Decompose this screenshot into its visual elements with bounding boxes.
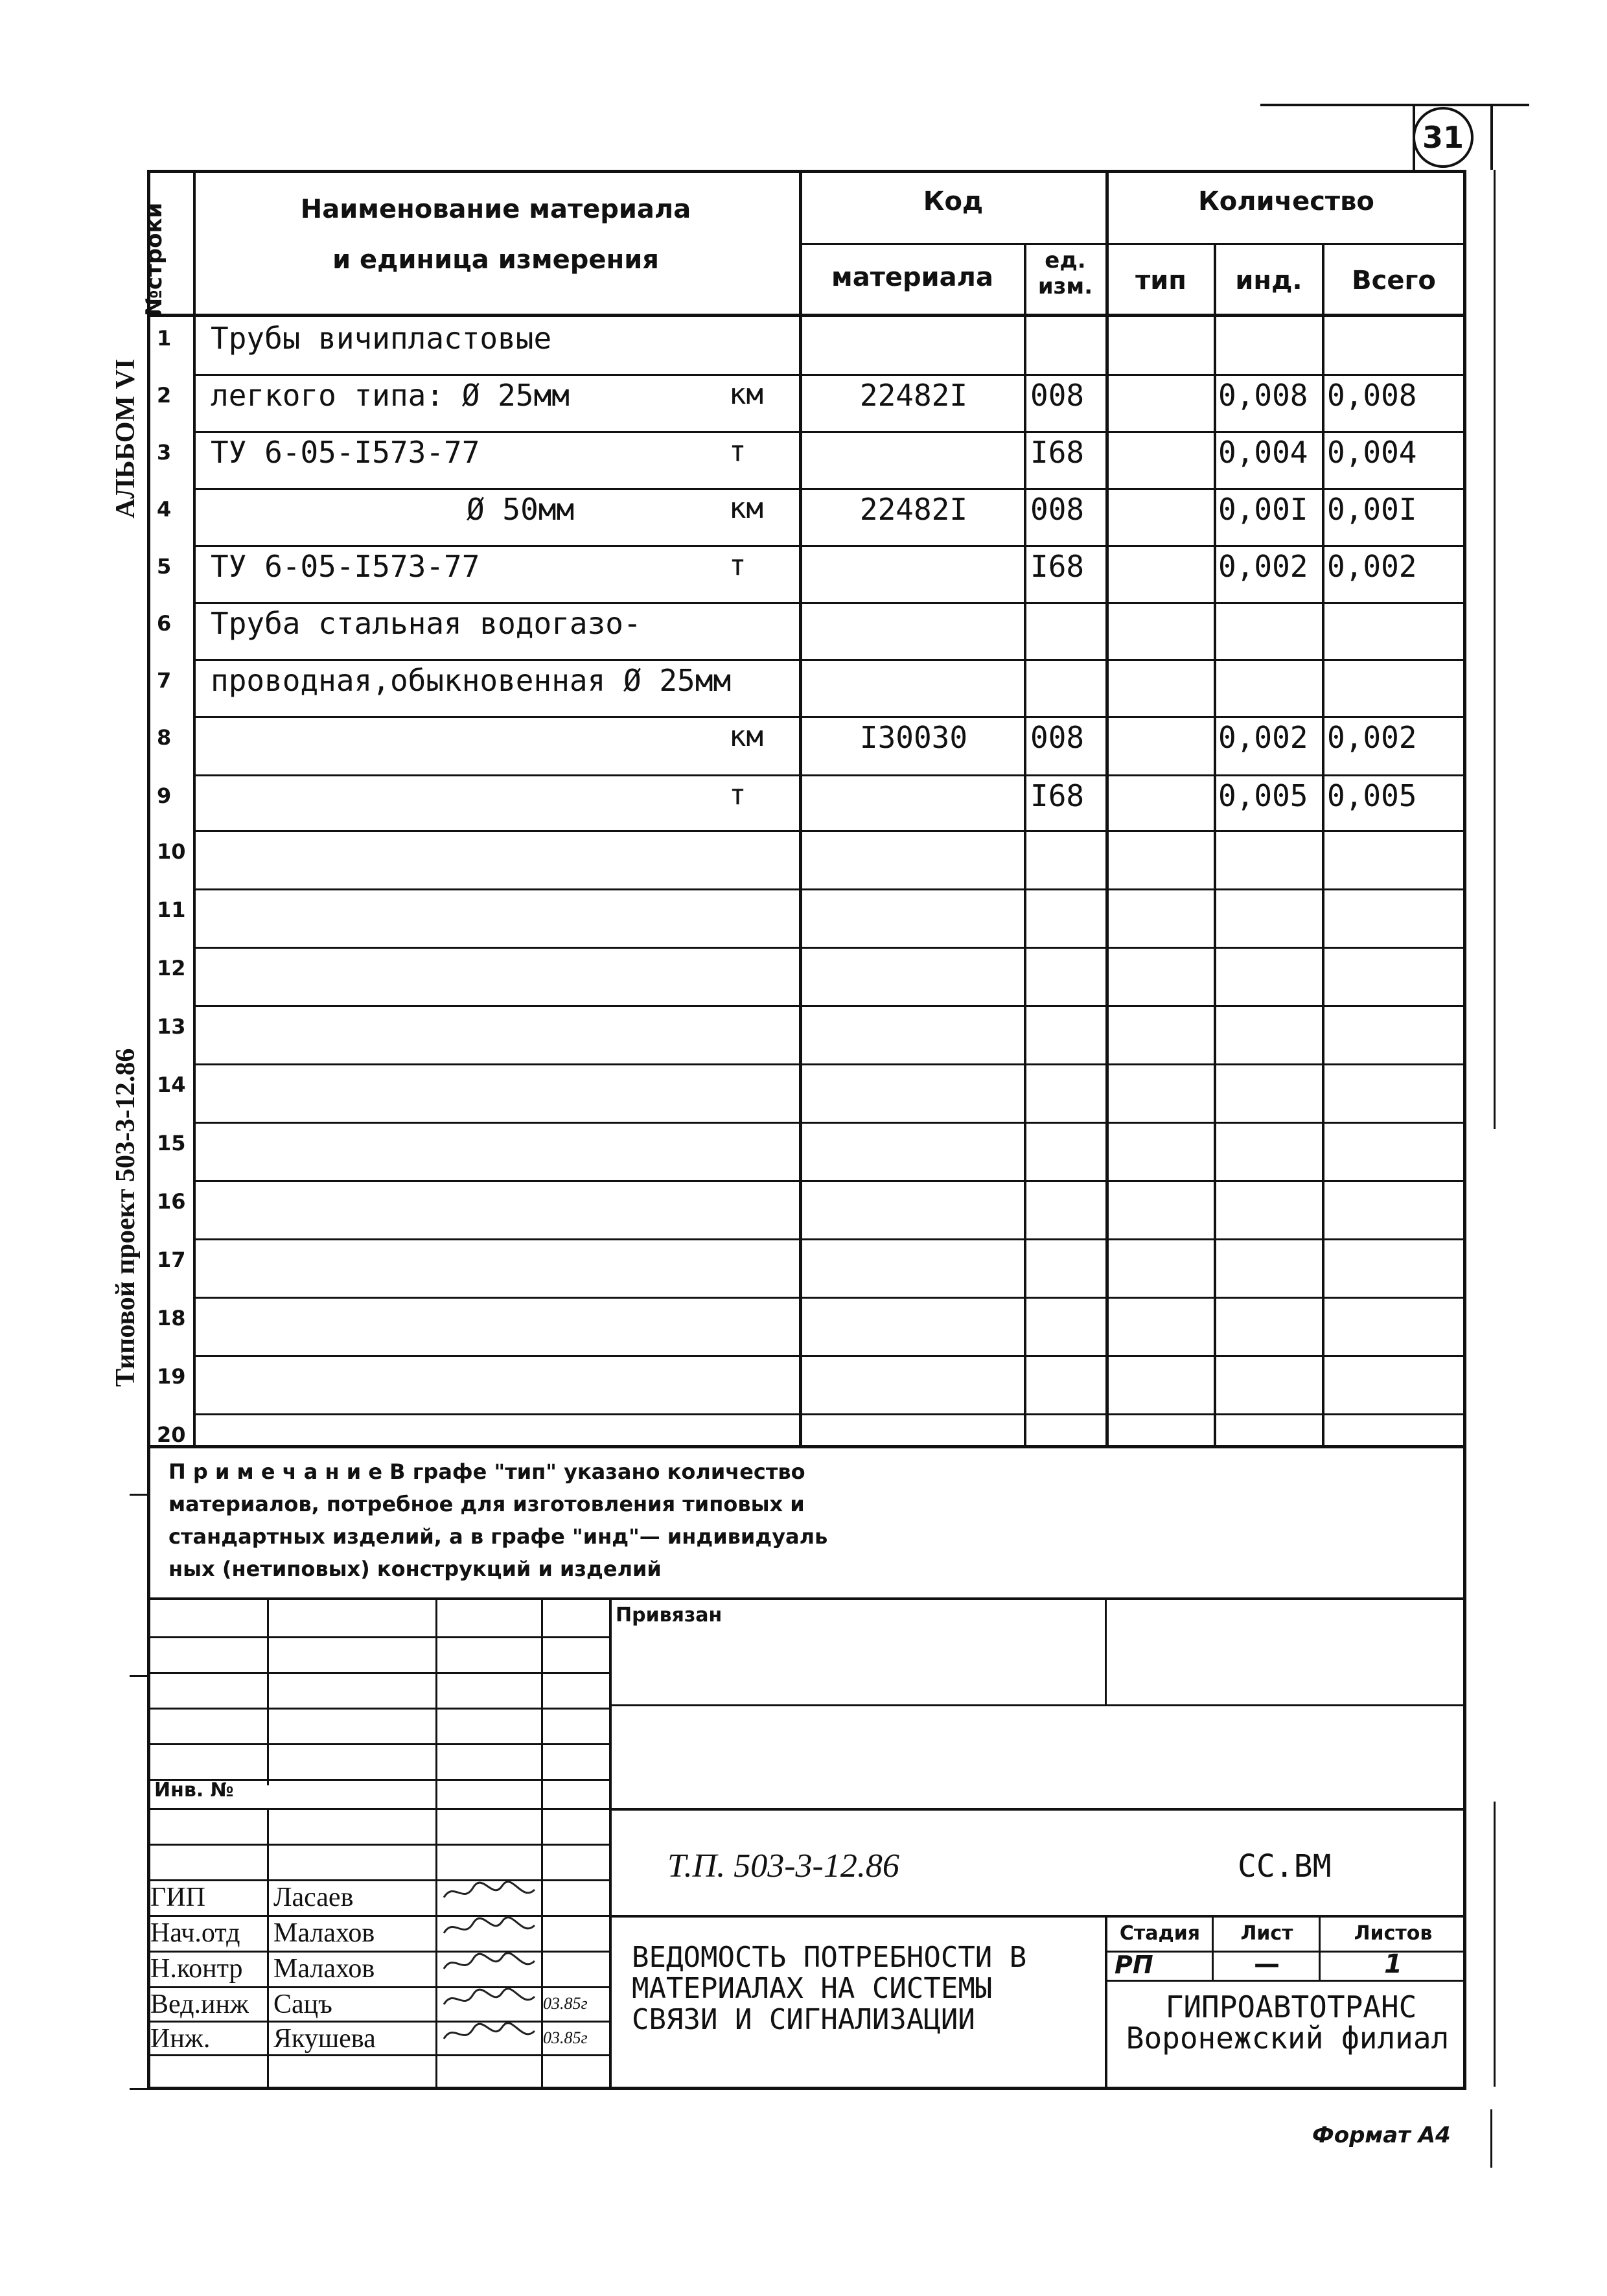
document-title-line2: МАТЕРИАЛАХ НА СИСТЕМЫ bbox=[632, 1972, 993, 2005]
format-label: Формат А4 bbox=[1312, 2122, 1451, 2148]
qty-ind: 0,00I bbox=[1218, 492, 1308, 527]
row-number: 12 bbox=[157, 956, 186, 980]
qty-total: 0,005 bbox=[1327, 778, 1417, 813]
qty-total: 0,008 bbox=[1327, 378, 1417, 413]
qty-total-header: Всего bbox=[1352, 266, 1436, 296]
material-name: проводная,обыкновенная Ø 25мм bbox=[211, 663, 732, 698]
sheets-label: Листов bbox=[1354, 1922, 1433, 1945]
row-number: 9 bbox=[157, 783, 172, 808]
stage-label: Стадия bbox=[1119, 1922, 1201, 1945]
signer-name: Малахов bbox=[273, 1954, 375, 1984]
row-number: 17 bbox=[157, 1247, 186, 1272]
code-header: Код bbox=[923, 187, 984, 216]
row-number: 20 bbox=[157, 1422, 186, 1447]
material-name: ТУ 6-05-I573-77 bbox=[211, 549, 480, 584]
organization-line1: ГИПРОАВТОТРАНС bbox=[1165, 1989, 1417, 2024]
row-number: 8 bbox=[157, 725, 172, 750]
sheets-value: 1 bbox=[1384, 1949, 1402, 1979]
unit-label: км bbox=[729, 378, 763, 411]
qty-total: 0,00I bbox=[1327, 492, 1417, 527]
note-line: стандартных изделий, а в графе "инд"— индивидуаль bbox=[168, 1524, 828, 1549]
sheet-value: — bbox=[1254, 1949, 1280, 1979]
row-number: 15 bbox=[157, 1131, 186, 1155]
signature-mark bbox=[441, 1878, 538, 1907]
unit-header-line1: ед. bbox=[1045, 248, 1086, 273]
unit-label: т bbox=[729, 778, 746, 811]
unit-code: I68 bbox=[1030, 549, 1085, 584]
signer-role: ГИП bbox=[150, 1883, 205, 1912]
qty-ind: 0,002 bbox=[1218, 720, 1308, 755]
qty-total: 0,002 bbox=[1327, 549, 1417, 584]
signer-role: Н.контр bbox=[150, 1954, 243, 1984]
unit-code: 008 bbox=[1030, 720, 1085, 755]
row-number: 14 bbox=[157, 1073, 186, 1097]
signer-name: Малахов bbox=[273, 1918, 375, 1948]
signer-name: Сацъ bbox=[273, 1989, 332, 2019]
row-number: 1 bbox=[157, 326, 172, 351]
signer-name: Якушева bbox=[273, 2024, 376, 2054]
page-number: 31 bbox=[1413, 107, 1474, 168]
qty-ind: 0,008 bbox=[1218, 378, 1308, 413]
signer-role: Инж. bbox=[150, 2024, 211, 2054]
signature-mark bbox=[441, 1914, 538, 1942]
document-code: Т.П. 503-3-12.86 bbox=[667, 1848, 899, 1884]
signer-role: Вед.инж bbox=[150, 1989, 249, 2019]
organization-line2: Воронежский филиал bbox=[1126, 2021, 1450, 2056]
material-name: ТУ 6-05-I573-77 bbox=[211, 435, 480, 470]
stage-value: РП bbox=[1115, 1951, 1153, 1979]
unit-header-line2: изм. bbox=[1037, 273, 1093, 299]
signer-date: 03.85г bbox=[543, 1994, 588, 2013]
code-material-header: материала bbox=[831, 262, 993, 292]
unit-code: 008 bbox=[1030, 492, 1085, 527]
unit-label: т bbox=[729, 435, 746, 468]
row-number: 2 bbox=[157, 383, 172, 408]
document-mark: СС.ВМ bbox=[1238, 1848, 1332, 1884]
row-number: 7 bbox=[157, 668, 172, 693]
row-number: 13 bbox=[157, 1014, 186, 1039]
note-line: П р и м е ч а н и е В графе "тип" указано количество bbox=[168, 1459, 805, 1484]
row-number: 19 bbox=[157, 1364, 186, 1389]
unit-code: I68 bbox=[1030, 778, 1085, 813]
material-name: Ø 50мм bbox=[467, 492, 575, 527]
signer-name: Ласаев bbox=[273, 1883, 354, 1912]
row-number: 5 bbox=[157, 554, 172, 579]
qty-total: 0,004 bbox=[1327, 435, 1417, 470]
material-name: легкого типа: Ø 25мм bbox=[211, 378, 570, 413]
qty-ind: 0,005 bbox=[1218, 778, 1308, 813]
unit-label: км bbox=[729, 492, 763, 525]
row-number: 16 bbox=[157, 1189, 186, 1214]
signature-mark bbox=[441, 1949, 538, 1978]
row-number: 11 bbox=[157, 898, 186, 922]
signature-mark bbox=[441, 2019, 538, 2048]
project-label: Типовой проект 503-3-12.86 bbox=[111, 1048, 141, 1387]
album-label: АЛЬБОМ VI bbox=[111, 358, 141, 518]
unit-code: 008 bbox=[1030, 378, 1085, 413]
unit-code: I68 bbox=[1030, 435, 1085, 470]
material-name: Трубы вичипластовые bbox=[211, 321, 552, 356]
note-line: ных (нетиповых) конструкций и изделий bbox=[168, 1557, 662, 1581]
qty-ind: 0,002 bbox=[1218, 549, 1308, 584]
qty-total: 0,002 bbox=[1327, 720, 1417, 755]
material-code: 22482I bbox=[859, 378, 968, 413]
inv-no-label: Инв. № bbox=[154, 1779, 234, 1802]
material-name: Труба стальная водогазо- bbox=[211, 606, 642, 641]
note-line: материалов, потребное для изготовления типовых и bbox=[168, 1492, 805, 1516]
qty-ind: 0,004 bbox=[1218, 435, 1308, 470]
row-number-header: №строки bbox=[141, 202, 167, 316]
row-number: 10 bbox=[157, 839, 186, 864]
document-title-line1: ВЕДОМОСТЬ ПОТРЕБНОСТИ В bbox=[632, 1941, 1027, 1974]
document-title-line3: СВЯЗИ И СИГНАЛИЗАЦИИ bbox=[632, 2003, 975, 2036]
name-header-line1: Наименование материала bbox=[300, 194, 691, 224]
unit-label: км bbox=[729, 720, 763, 753]
row-number: 4 bbox=[157, 497, 172, 522]
qty-type-header: тип bbox=[1135, 266, 1186, 296]
signer-role: Нач.отд bbox=[150, 1918, 240, 1948]
unit-label: т bbox=[729, 549, 746, 582]
quantity-header: Количество bbox=[1198, 187, 1374, 216]
material-code: I30030 bbox=[859, 720, 968, 755]
privyazan-label: Привязан bbox=[616, 1604, 723, 1627]
qty-ind-header: инд. bbox=[1235, 266, 1302, 296]
signer-date: 03.85г bbox=[543, 2028, 588, 2047]
name-header-line2: и единица измерения bbox=[332, 245, 659, 275]
row-number: 3 bbox=[157, 440, 172, 465]
sheet-label: Лист bbox=[1240, 1922, 1293, 1945]
row-number: 18 bbox=[157, 1306, 186, 1330]
row-number: 6 bbox=[157, 611, 172, 636]
material-code: 22482I bbox=[859, 492, 968, 527]
signature-mark bbox=[441, 1985, 538, 2013]
